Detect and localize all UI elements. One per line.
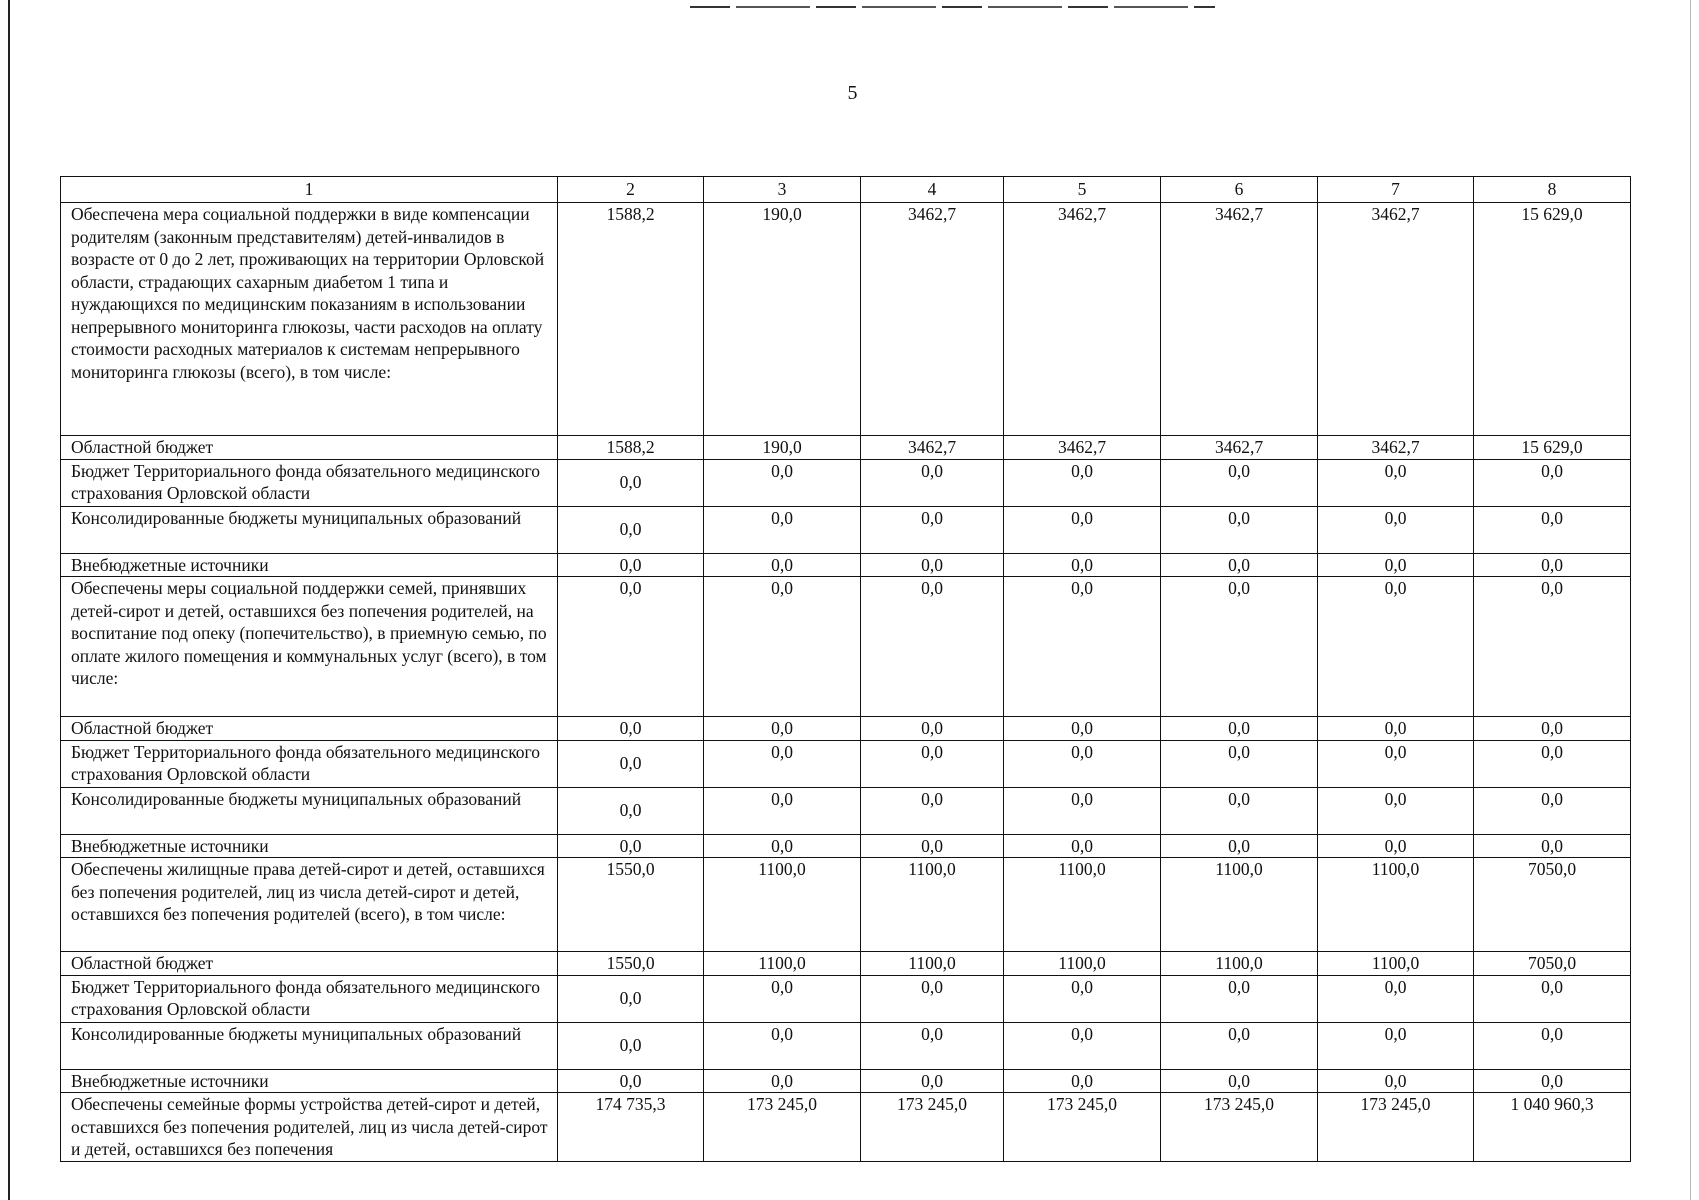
cell-value: 0,0	[704, 975, 861, 1022]
cell-value: 0,0	[558, 1022, 704, 1069]
scan-top-line	[690, 6, 1215, 8]
cell-value: 0,0	[861, 717, 1004, 741]
cell-value: 190,0	[704, 203, 861, 436]
table-header-row	[61, 177, 1631, 203]
table-row	[61, 1093, 1631, 1162]
cell-value: 0,0	[1004, 975, 1161, 1022]
row-label: Внебюджетные источники	[61, 834, 558, 858]
cell-value: 190,0	[704, 436, 861, 460]
cell-value: 1588,2	[558, 436, 704, 460]
row-label: Консолидированные бюджеты муниципальных образований	[61, 787, 558, 834]
cell-value: 3462,7	[1004, 203, 1161, 436]
cell-value: 0,0	[558, 717, 704, 741]
cell-value: 0,0	[1161, 577, 1318, 717]
cell-value: 0,0	[558, 975, 704, 1022]
cell-value: 0,0	[1474, 1022, 1631, 1069]
row-label: Областной бюджет	[61, 436, 558, 460]
cell-value: 3462,7	[861, 203, 1004, 436]
cell-value: 0,0	[1161, 740, 1318, 787]
cell-value: 0,0	[1318, 1069, 1474, 1093]
cell-value: 0,0	[704, 459, 861, 506]
cell-value: 0,0	[1318, 717, 1474, 741]
table-row	[61, 717, 1631, 741]
table-row	[61, 1069, 1631, 1093]
cell-value: 0,0	[1161, 787, 1318, 834]
cell-value: 173 245,0	[704, 1093, 861, 1162]
cell-value: 0,0	[1474, 787, 1631, 834]
row-label: Внебюджетные источники	[61, 553, 558, 577]
scan-edge-right	[1690, 0, 1691, 1200]
cell-value: 15 629,0	[1474, 436, 1631, 460]
cell-value: 0,0	[1318, 834, 1474, 858]
cell-value: 7050,0	[1474, 952, 1631, 976]
cell-value: 0,0	[704, 506, 861, 553]
cell-value: 1550,0	[558, 952, 704, 976]
cell-value: 0,0	[1318, 740, 1474, 787]
cell-value: 0,0	[1161, 553, 1318, 577]
cell-value: 0,0	[1004, 717, 1161, 741]
cell-value: 0,0	[1474, 975, 1631, 1022]
table-row	[61, 203, 1631, 436]
column-header: 3	[704, 177, 861, 203]
cell-value: 0,0	[558, 1069, 704, 1093]
row-label: Обеспечены жилищные права детей-сирот и детей, оставшихся без попечения родителей, лиц из числа детей-сирот и детей, оставшихся без попечения родителей (всего), в том числе:	[61, 858, 558, 952]
cell-value: 0,0	[558, 740, 704, 787]
column-header: 5	[1004, 177, 1161, 203]
cell-value: 1100,0	[1161, 952, 1318, 976]
column-header: 8	[1474, 177, 1631, 203]
row-label: Внебюджетные источники	[61, 1069, 558, 1093]
page-number: 5	[847, 82, 858, 104]
table-row	[61, 436, 1631, 460]
table-row	[61, 858, 1631, 952]
cell-value: 0,0	[1004, 553, 1161, 577]
cell-value: 0,0	[1474, 553, 1631, 577]
table-row	[61, 787, 1631, 834]
scan-edge-left	[8, 0, 10, 1200]
cell-value: 0,0	[1161, 1069, 1318, 1093]
cell-value: 0,0	[861, 1069, 1004, 1093]
cell-value: 0,0	[704, 787, 861, 834]
cell-value: 0,0	[1318, 459, 1474, 506]
cell-value: 0,0	[558, 577, 704, 717]
cell-value: 173 245,0	[1318, 1093, 1474, 1162]
cell-value: 0,0	[1004, 1069, 1161, 1093]
cell-value: 1100,0	[861, 858, 1004, 952]
cell-value: 0,0	[1318, 577, 1474, 717]
cell-value: 15 629,0	[1474, 203, 1631, 436]
cell-value: 0,0	[1474, 834, 1631, 858]
cell-value: 0,0	[1004, 740, 1161, 787]
row-label: Консолидированные бюджеты муниципальных образований	[61, 506, 558, 553]
cell-value: 0,0	[1474, 740, 1631, 787]
cell-value: 1100,0	[704, 858, 861, 952]
cell-value: 0,0	[704, 1069, 861, 1093]
cell-value: 0,0	[1004, 459, 1161, 506]
cell-value: 3462,7	[1161, 436, 1318, 460]
cell-value: 1100,0	[1004, 858, 1161, 952]
cell-value: 0,0	[1474, 459, 1631, 506]
cell-value: 1550,0	[558, 858, 704, 952]
table-row	[61, 740, 1631, 787]
row-label: Бюджет Территориального фонда обязательного медицинского страхования Орловской области	[61, 740, 558, 787]
cell-value: 0,0	[1161, 717, 1318, 741]
cell-value: 0,0	[704, 834, 861, 858]
cell-value: 0,0	[861, 506, 1004, 553]
cell-value: 0,0	[1318, 787, 1474, 834]
cell-value: 0,0	[704, 577, 861, 717]
cell-value: 0,0	[861, 740, 1004, 787]
cell-value: 0,0	[1318, 975, 1474, 1022]
cell-value: 0,0	[1161, 459, 1318, 506]
cell-value: 1100,0	[704, 952, 861, 976]
cell-value: 0,0	[861, 1022, 1004, 1069]
table-row	[61, 975, 1631, 1022]
cell-value: 1 040 960,3	[1474, 1093, 1631, 1162]
cell-value: 0,0	[1161, 506, 1318, 553]
table-row	[61, 506, 1631, 553]
cell-value: 7050,0	[1474, 858, 1631, 952]
cell-value: 174 735,3	[558, 1093, 704, 1162]
cell-value: 0,0	[1318, 506, 1474, 553]
column-header: 2	[558, 177, 704, 203]
cell-value: 0,0	[704, 553, 861, 577]
cell-value: 0,0	[558, 459, 704, 506]
row-label: Обеспечена мера социальной поддержки в виде компенсации родителям (законным представителям) детей-инвалидов в возрасте от 0 до 2 лет, проживающих на территории Орловской области, страдающих сахарным диабетом 1 типа и нуждающихся по медицинским показаниям в использовании непрерывного мониторинга глюкозы, части расходов на оплату стоимости расходных материалов к системам непрерывного мониторинга глюкозы (всего), в том числе:	[61, 203, 558, 436]
table-row	[61, 834, 1631, 858]
cell-value: 1100,0	[1161, 858, 1318, 952]
row-label: Обеспечены меры социальной поддержки семей, принявших детей-сирот и детей, оставшихся без попечения родителей, на воспитание под опеку (попечительство), в приемную семью, по оплате жилого помещения и коммунальных услуг (всего), в том числе:	[61, 577, 558, 717]
cell-value: 0,0	[1004, 787, 1161, 834]
column-header: 6	[1161, 177, 1318, 203]
cell-value: 3462,7	[1318, 203, 1474, 436]
cell-value: 0,0	[1318, 553, 1474, 577]
table-row	[61, 577, 1631, 717]
column-header: 7	[1318, 177, 1474, 203]
cell-value: 0,0	[1004, 1022, 1161, 1069]
cell-value: 0,0	[861, 459, 1004, 506]
cell-value: 0,0	[1474, 577, 1631, 717]
cell-value: 0,0	[1474, 1069, 1631, 1093]
cell-value: 1100,0	[1318, 952, 1474, 976]
cell-value: 0,0	[1161, 975, 1318, 1022]
cell-value: 3462,7	[861, 436, 1004, 460]
cell-value: 0,0	[1161, 1022, 1318, 1069]
cell-value: 0,0	[704, 740, 861, 787]
cell-value: 173 245,0	[1161, 1093, 1318, 1162]
cell-value: 3462,7	[1161, 203, 1318, 436]
cell-value: 0,0	[861, 787, 1004, 834]
cell-value: 173 245,0	[861, 1093, 1004, 1162]
cell-value: 0,0	[1474, 506, 1631, 553]
cell-value: 3462,7	[1318, 436, 1474, 460]
row-label: Бюджет Территориального фонда обязательного медицинского страхования Орловской области	[61, 459, 558, 506]
cell-value: 0,0	[558, 553, 704, 577]
table-row	[61, 553, 1631, 577]
budget-table	[60, 176, 1631, 1162]
cell-value: 0,0	[558, 834, 704, 858]
cell-value: 0,0	[1474, 717, 1631, 741]
cell-value: 0,0	[704, 717, 861, 741]
table-row	[61, 1022, 1631, 1069]
table-row	[61, 952, 1631, 976]
cell-value: 0,0	[1004, 577, 1161, 717]
cell-value: 0,0	[704, 1022, 861, 1069]
cell-value: 0,0	[558, 506, 704, 553]
cell-value: 1100,0	[861, 952, 1004, 976]
cell-value: 0,0	[1161, 834, 1318, 858]
cell-value: 0,0	[558, 787, 704, 834]
cell-value: 0,0	[1004, 506, 1161, 553]
cell-value: 0,0	[1318, 1022, 1474, 1069]
row-label: Обеспечены семейные формы устройства детей-сирот и детей, оставшихся без попечения родителей, лиц из числа детей-сирот и детей, оставшихся без попечения	[61, 1093, 558, 1162]
cell-value: 1588,2	[558, 203, 704, 436]
table-row	[61, 459, 1631, 506]
cell-value: 0,0	[1004, 834, 1161, 858]
row-label: Областной бюджет	[61, 717, 558, 741]
cell-value: 0,0	[861, 577, 1004, 717]
cell-value: 3462,7	[1004, 436, 1161, 460]
column-header: 4	[861, 177, 1004, 203]
row-label: Консолидированные бюджеты муниципальных образований	[61, 1022, 558, 1069]
row-label: Бюджет Территориального фонда обязательного медицинского страхования Орловской области	[61, 975, 558, 1022]
cell-value: 0,0	[861, 975, 1004, 1022]
cell-value: 1100,0	[1004, 952, 1161, 976]
cell-value: 1100,0	[1318, 858, 1474, 952]
cell-value: 173 245,0	[1004, 1093, 1161, 1162]
cell-value: 0,0	[861, 834, 1004, 858]
row-label: Областной бюджет	[61, 952, 558, 976]
cell-value: 0,0	[861, 553, 1004, 577]
column-header: 1	[61, 177, 558, 203]
